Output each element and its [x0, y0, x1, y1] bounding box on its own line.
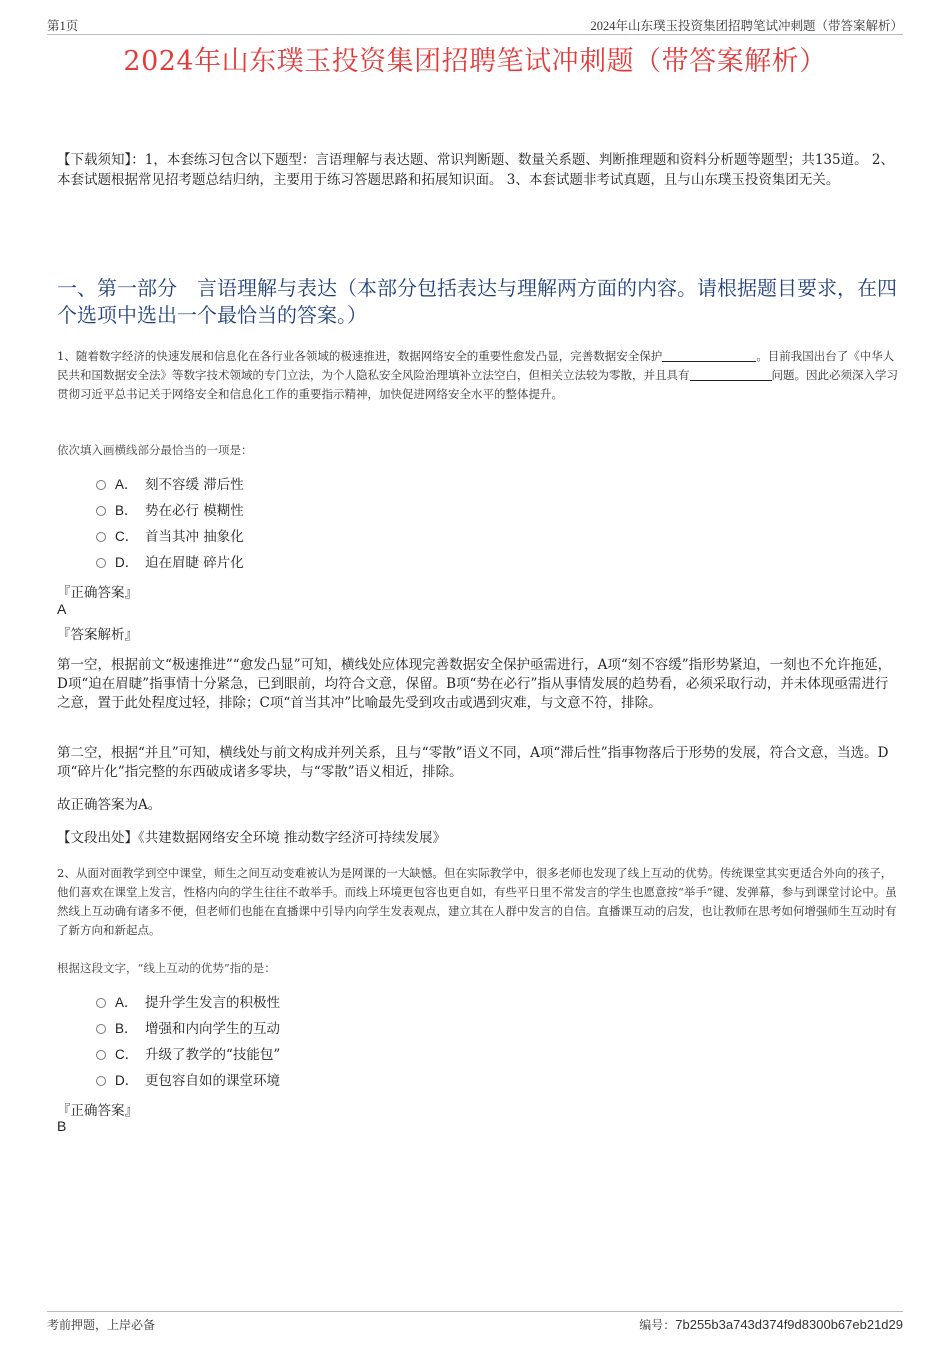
correct-answer-value: B	[57, 1118, 67, 1134]
document-code: 编号：7b255b3a743d374f9d8300b67eb21d29	[639, 1317, 903, 1332]
analysis-paragraph-1: 第一空，根据前文“极速推进”“愈发凸显”可知，横线处应体现完善数据安全保护亟需进行，A项“刻不容缓”指形势紧迫，一刻也不允许拖延，D项“迫在眉睫”指事情十分紧急，已到眼前，均符合文意，保留。B项“势在必行”指从事情发展的趋势看，必须采取行动，并未体现亟需进行之意，置于此处程度过轻，排除；C项“首当其冲”比喻最先受到攻击或遇到灾难，与文意不符，排除。	[57, 657, 892, 711]
page-footer	[47, 1311, 903, 1332]
option-b[interactable]: B． 增强和内向学生的互动	[96, 1016, 280, 1042]
radio-icon[interactable]	[96, 998, 106, 1008]
correct-answer-value: A	[57, 601, 67, 617]
radio-icon[interactable]	[96, 480, 106, 490]
question-1-stem: 1、随着数字经济的快速发展和信息化在各行业各领域的极速推进，数据网络安全的重要性愈发凸显，完善数据安全保护 。目前我国出台了《中华人民共和国数据安全法》等数字技术领域的专门立法，为个人隐私安全风险治理填补立法空白，但相关立法较为零散，并且具有 问题。因此必须深入学习贯彻习近平总书记关于网络安全和信息化工作的重要指示精神，加快促进网络安全水平的整体提升。	[57, 349, 898, 401]
page-number: 第1页	[47, 19, 79, 33]
correct-answer-label: 『正确答案』	[57, 1103, 138, 1119]
option-a[interactable]: A． 提升学生发言的积极性	[96, 990, 280, 1016]
section-title: 一、第一部分 言语理解与表达（本部分包括表达与理解两方面的内容。请根据题目要求，在四个选项中选出一个最恰当的答案。）	[57, 276, 897, 327]
download-notice: 【下载须知】：1，本套练习包含以下题型：言语理解与表达题、常识判断题、数量关系题、判断推理题和资料分析题等题型；共135道。 2、本套试题根据常见招考题总结归纳，主要用于练习答题思路和拓展知识面。 3、本套试题非考试真题，且与山东璞玉投资集团无关。	[57, 152, 894, 188]
option-c[interactable]: C． 首当其冲 抽象化	[96, 524, 244, 550]
radio-icon[interactable]	[96, 532, 106, 542]
analysis-conclusion: 故正确答案为A。	[57, 797, 162, 813]
footer-slogan: 考前押题，上岸必备	[47, 1318, 156, 1332]
option-c[interactable]: C． 升级了教学的“技能包”	[96, 1042, 280, 1068]
radio-icon[interactable]	[96, 1050, 106, 1060]
option-b[interactable]: B． 势在必行 模糊性	[96, 498, 244, 524]
header-doc-title: 2024年山东璞玉投资集团招聘笔试冲刺题（带答案解析）	[590, 19, 903, 33]
analysis-label: 『答案解析』	[57, 627, 138, 643]
radio-icon[interactable]	[96, 506, 106, 516]
page-header	[47, 14, 903, 35]
question-1-prompt: 依次填入画横线部分最恰当的一项是：	[57, 443, 253, 457]
document-title: 2024年山东璞玉投资集团招聘笔试冲刺题（带答案解析）	[123, 46, 827, 77]
radio-icon[interactable]	[96, 558, 106, 568]
radio-icon[interactable]	[96, 1024, 106, 1034]
analysis-paragraph-2: 第二空，根据“并且”可知，横线处与前文构成并列关系，且与“零散”语义不同，A项“滞后性”指事物落后于形势的发展，符合文意，当选。D项“碎片化”指完整的东西破成诸多零块，与“零散”语义相近，排除。	[57, 745, 889, 780]
question-2-prompt: 根据这段文字，“线上互动的优势”指的是：	[57, 961, 276, 975]
option-d[interactable]: D． 迫在眉睫 碎片化	[96, 550, 244, 576]
answer-blank-1	[662, 348, 756, 362]
option-a[interactable]: A． 刻不容缓 滞后性	[96, 472, 244, 498]
option-d[interactable]: D． 更包容自如的课堂环境	[96, 1068, 280, 1094]
correct-answer-label: 『正确答案』	[57, 585, 138, 601]
question-2-stem: 2、从面对面教学到空中课堂，师生之间互动变难被认为是网课的一大缺憾。但在实际教学中，很多老师也发现了线上互动的优势。传统课堂其实更适合外向的孩子，他们喜欢在课堂上发言，性格内向的学生往往不敢举手。而线上环境更包容也更自如，有些平日里不常发言的学生也愿意按“举手”键、发弹幕，参与到课堂讨论中。虽然线上互动确有诸多不便，但老师们也能在直播课中引导内向学生发表观点，建立其在人群中发言的自信。直播课互动的启发，也让教师在思考如何增强师生互动时有了新方向和新起点。	[57, 866, 897, 937]
question-1-options	[96, 472, 244, 576]
radio-icon[interactable]	[96, 1076, 106, 1086]
answer-blank-2	[690, 367, 772, 381]
passage-source: 【文段出处】《共建数据网络安全环境 推动数字经济可持续发展》	[57, 830, 447, 846]
question-2-options	[96, 990, 280, 1094]
